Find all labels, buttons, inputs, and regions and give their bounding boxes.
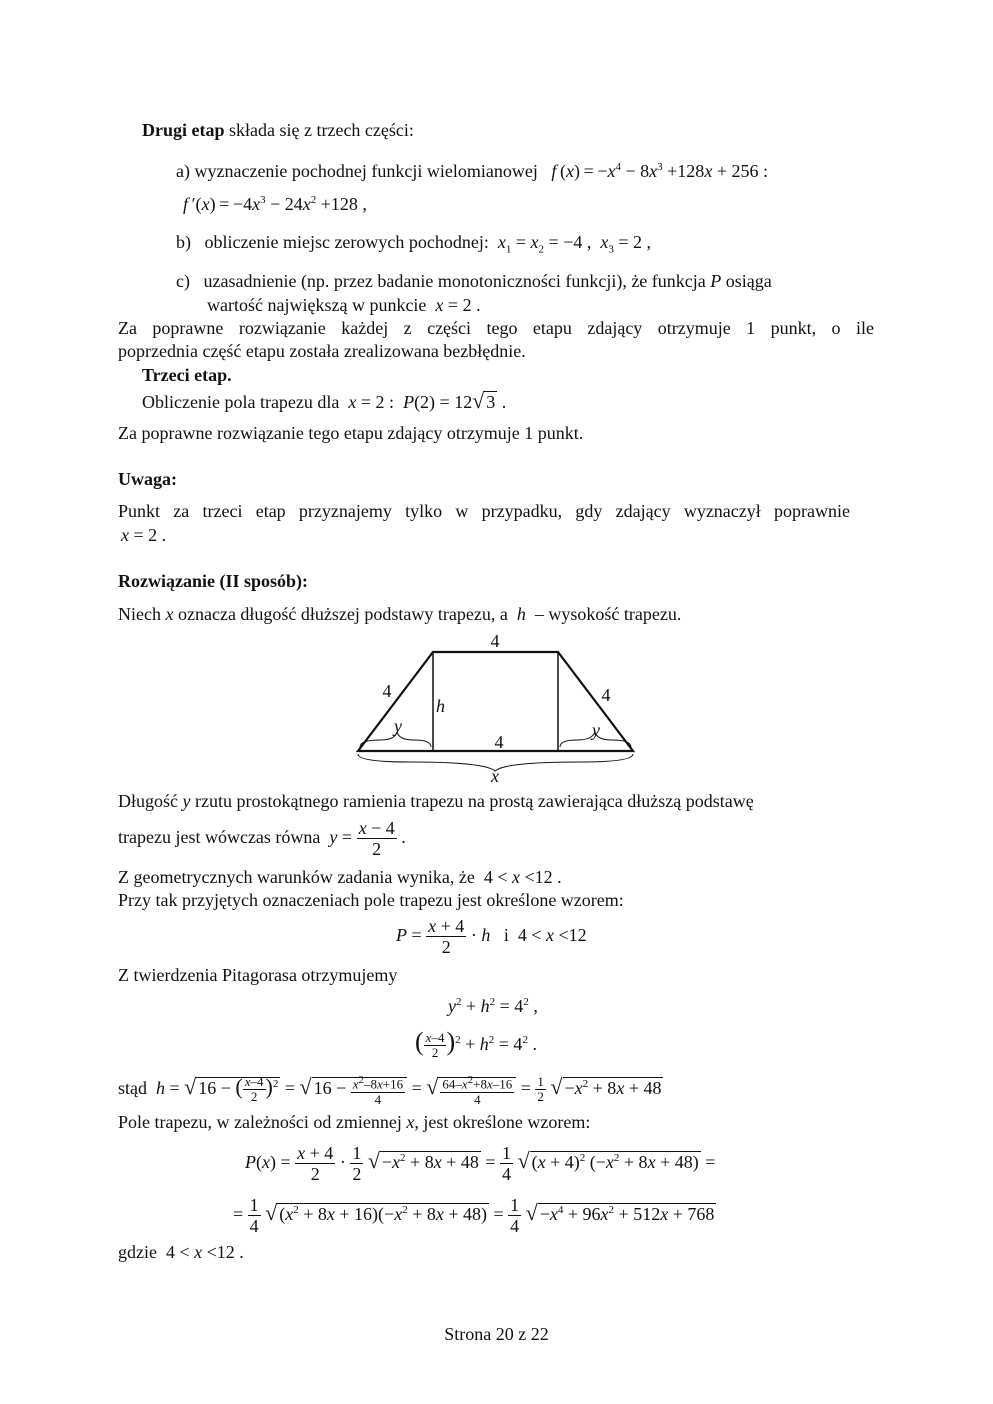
etap3-text: Obliczenie pola trapezu dla [142, 392, 340, 412]
part-c-line2-text: wartość największą w punkcie [207, 295, 427, 315]
formula-pyth1: $y^2 + h^2 = 4^2$ , [448, 996, 538, 1016]
stad-text: stąd [118, 1078, 147, 1098]
etap2-score-line2: poprzednia część etapu została zrealizowana bezbłędnie. [118, 341, 526, 361]
proj-a: Długość [118, 791, 178, 811]
etap2-part-c-line2 [207, 294, 481, 316]
formula-zeros: $x_1 = x_2 = -4$ , $x_3 = 2$ , [497, 232, 652, 256]
projection-line2 [118, 815, 406, 859]
formula-h-line [118, 1066, 663, 1107]
part-c-label: c) [176, 271, 190, 291]
formula-y: y = $\frac{x - 4}{2}$ . [329, 818, 406, 860]
intro-a: Niech [118, 604, 161, 624]
label-y-right: y [592, 720, 600, 740]
formula-area: P = $\frac{x + 4}{2}$ · h i 4 < x <12 [396, 916, 587, 958]
part-a-text: a) wyznaczenie pochodnej funkcji wielomianowej [176, 161, 538, 181]
pole-line: Pole trapezu, w zależności od zmiennej x, jest określone wzorem: [118, 1112, 591, 1132]
etap2-heading-rest: składa się z trzech części: [224, 120, 414, 140]
part-b-label: b) [176, 232, 191, 252]
etap2-heading-line [142, 119, 414, 141]
formula-Px-line1: P(x) = $\frac{x + 4}{2}$ · $\frac{1}{2}$ √ $-x^2 + 8x + 48$ = $\frac{1}{4}$ √ $(x + 4)^2$ $(-x^2 + 8x + 48)$ = [245, 1143, 716, 1185]
label-x: x [491, 766, 499, 786]
etap3-text-line [142, 390, 506, 413]
formula-P2: x = 2 : P(2) = 12√ 3 . [348, 388, 507, 413]
label-middle: 4 [494, 732, 504, 752]
etap3-heading: Trzeci etap. [142, 365, 232, 385]
part-b-text: obliczenie miejsc zerowych pochodnej: [204, 232, 489, 252]
formula-x2: x = 2 . [435, 295, 481, 315]
pyth-text: Z twierdzenia Pitagorasa otrzymujemy [118, 965, 398, 985]
intro-b: oznacza długość dłuższej podstawy trapezu, a [177, 604, 508, 624]
pole-b: , jest określone wzorem: [414, 1112, 591, 1132]
etap2-part-c-line1 [176, 270, 772, 292]
part-c-end: osiąga [725, 271, 772, 291]
part-c-P: P [710, 271, 722, 291]
uwaga-heading: Uwaga: [118, 469, 177, 489]
formula-Px-line2: = $\frac{1}{4}$ √ $(x^2 + 8x + 16)(-x^2 + 8x + 48)$ = $\frac{1}{4}$ √ $-x^4 + 96x^2 + 512x + 768$ [233, 1195, 715, 1237]
gdzie-line [118, 1241, 244, 1263]
label-top: 4 [490, 631, 500, 651]
proj-line2-text: trapezu jest wówczas równa [118, 827, 321, 847]
area-intro: Przy tak przyjętych oznaczeniach pole trapezu jest określone wzorem: [118, 890, 624, 910]
etap2-score-line1: Za poprawne rozwiązanie każdej z części tego etapu zdający otrzymuje 1 punkt, o ile [118, 318, 874, 338]
intro-c: – wysokość trapezu. [534, 604, 682, 624]
etap3-score: Za poprawne rozwiązanie tego etapu zdający otrzymuje 1 punkt. [118, 423, 584, 443]
proj-b: rzutu prostokątnego ramienia trapezu na prostą zawierająca dłuższą podstawę [195, 791, 754, 811]
sposob2-intro: Niech x oznacza długość dłuższej podstawy trapezu, a h – wysokość trapezu. [118, 604, 682, 624]
geom-line [118, 866, 562, 888]
etap2-heading: Drugi etap [142, 120, 225, 140]
etap2-part-b [176, 231, 651, 261]
geom-text: Z geometrycznych warunków zadania wynika, że [118, 867, 475, 887]
formula-f-prime: f $'(x) = -4x^3 - 24x^2 +128$ , [183, 194, 367, 214]
formula-range: 4 < x <12 . [479, 867, 562, 887]
label-h: h [436, 696, 445, 716]
gdzie-text: gdzie [118, 1242, 157, 1262]
formula-f: f $(x) = -x^4 - 8x^3 +128x + 256$ : [551, 161, 768, 181]
label-y-left: y [394, 716, 402, 736]
formula-pyth2: ( $\frac{x-4}{2}$ )$^2 + h^2 = 4^2$ . [415, 1027, 537, 1061]
label-left: 4 [382, 681, 392, 701]
page-footer: Strona 20 z 22 [444, 1324, 549, 1344]
sposob2-heading: Rozwiązanie (II sposób): [118, 571, 309, 591]
formula-h: h = √ 16 − ( $\frac{x-4}{2}$ )$^2$ = √ 16 − $\frac{x^2-8x+16}{4}$ = √ $\frac{64-x^2+8x-16}{4}$ = $\frac{1}{2}$ √ $-x^2 + 8x + 48$ [156, 1074, 662, 1107]
trapezoid-figure [340, 628, 650, 788]
uwaga-formula: x = 2 . [121, 525, 167, 545]
etap2-part-a [176, 156, 768, 182]
pole-a: Pole trapezu, w zależności od zmiennej [118, 1112, 402, 1132]
formula-range-final: 4 < x <12 . [161, 1242, 244, 1262]
label-right: 4 [601, 685, 611, 705]
part-c-text: uzasadnienie (np. przez badanie monotoniczności funkcji), że funkcja [203, 271, 706, 291]
projection-line1: Długość y rzutu prostokątnego ramienia trapezu na prostą zawierająca dłuższą podstawę [118, 791, 754, 811]
uwaga-line1: Punkt za trzeci etap przyznajemy tylko w przypadku, gdy zdający wyznaczył poprawnie [118, 501, 850, 521]
